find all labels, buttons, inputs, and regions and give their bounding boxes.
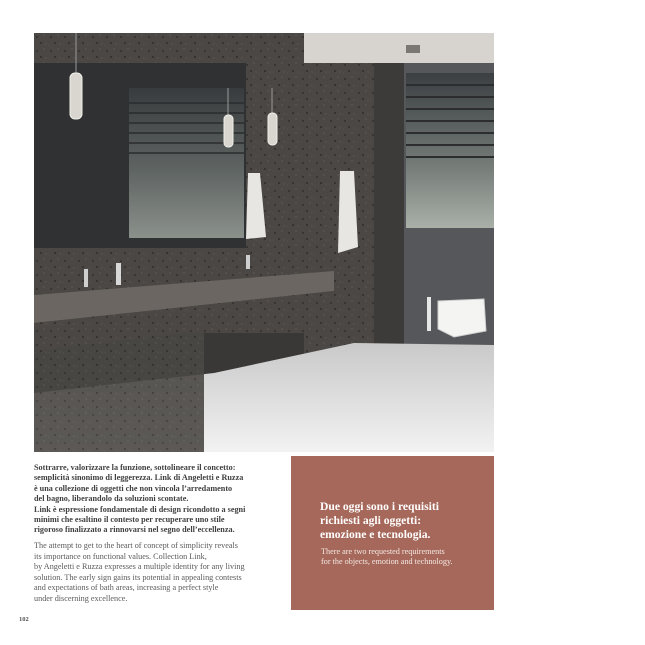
italian-line: rigoroso finalizzato a rinnovarsi nel segno dell’eccellenza.: [34, 525, 235, 535]
panel-title-line: emozione e tecnologia.: [320, 528, 431, 542]
english-line: by Angeletti e Ruzza expresses a multiple identity for any living: [34, 562, 245, 572]
english-line: its importance on functional values. Collection Link,: [34, 551, 207, 561]
english-line: The attempt to get to the heart of concept of simplicity reveals: [34, 541, 238, 550]
panel-title-line: Due oggi sono i requisiti: [320, 500, 439, 513]
panel-title-line: richiesti agli oggetti:: [320, 514, 422, 528]
italian-line: semplicità sinonimo di leggerezza. Link di Angeletti e Ruzza: [34, 473, 244, 483]
english-line: solution. The early sign gains its potential in appealing contests: [34, 572, 242, 582]
bathroom-illustration: [34, 33, 494, 452]
english-intro: [34, 541, 274, 605]
panel-subtitle-line: There are two requested requirements: [321, 547, 445, 556]
italian-line: del bagno, liberandolo da soluzioni scontate.: [34, 494, 189, 504]
italian-line: minimi che esaltino il contesto per recuperare uno stile: [34, 515, 225, 525]
panel-subtitle: [321, 547, 489, 567]
italian-line: Sottrarre, valorizzare la funzione, sottolineare il concetto:: [34, 463, 236, 472]
quote-panel: [291, 456, 494, 610]
page-number: 102: [19, 616, 29, 623]
english-line: and expectations of bath areas, increasing a perfect style: [34, 583, 219, 593]
panel-subtitle-line: for the objects, emotion and technology.: [321, 557, 453, 567]
bathroom-photo: [34, 33, 494, 452]
italian-line: Link è espressione fondamentale di design ricondotto a segni: [34, 504, 246, 514]
italian-intro: [34, 463, 272, 536]
italian-line: è una collezione di oggetti che non vincola l’arredamento: [34, 483, 233, 493]
english-line: under discerning excellence.: [34, 593, 128, 603]
panel-title: [320, 500, 490, 543]
